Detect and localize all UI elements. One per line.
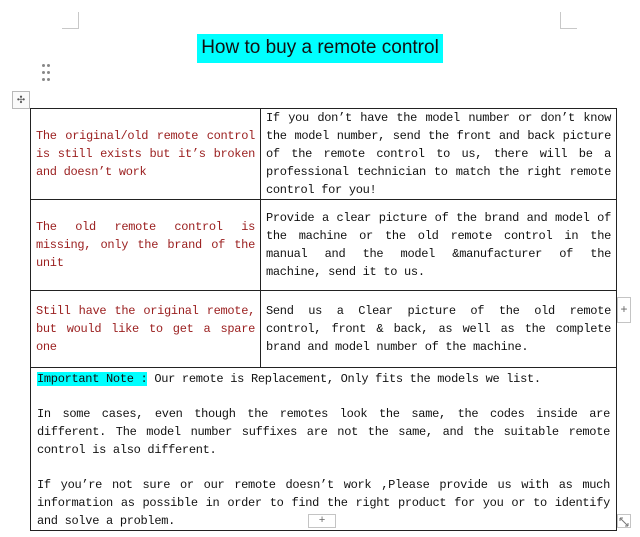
table-cell-instruction[interactable]: Provide a clear picture of the brand and model of the machine or the old remote control in the manual and the model &manufacturer of the machine, send it to us. — [261, 200, 617, 291]
note-cell[interactable] — [31, 368, 617, 531]
remote-guide-table — [30, 108, 617, 531]
important-note-label: Important Note : — [37, 372, 148, 386]
table-cell-situation[interactable]: The original/old remote control is still exists but it’s broken and doesn’t work — [31, 109, 261, 200]
note-paragraph: In some cases, even though the remotes look the same, the codes inside are different. The model number suffixes are not the same, and the suitable remote control is also different. — [37, 407, 610, 457]
page-corner-top-right — [560, 12, 577, 29]
drag-handle-icon[interactable] — [42, 64, 52, 82]
table-cell-instruction[interactable]: If you don’t have the model number or don’t know the model number, send the front and back picture of the remote control to us, there will be a professional technician to match the right remote control for you! — [261, 109, 617, 200]
table-row — [31, 291, 617, 368]
table-move-handle-icon[interactable]: ✣ — [12, 91, 30, 109]
title-line — [0, 34, 640, 63]
document-title[interactable]: How to buy a remote control — [197, 34, 443, 63]
table-cell-instruction[interactable]: Send us a Clear picture of the old remote control, front & back, as well as the complete brand and model number of the machine. — [261, 291, 617, 368]
page-corner-top-left — [62, 12, 79, 29]
add-column-button[interactable]: + — [617, 297, 631, 323]
note-line — [37, 370, 610, 388]
note-paragraph: If you’re not sure or our remote doesn’t work ,Please provide us with as much information as possible in order to find the right product for you or to identify and solve a problem. — [37, 478, 610, 528]
table-cell-situation[interactable]: The old remote control is missing, only the brand of the unit — [31, 200, 261, 291]
table-row — [31, 368, 617, 531]
add-row-button[interactable]: + — [308, 514, 336, 528]
note-text: Our remote is Replacement, Only fits the models we list. — [147, 372, 541, 386]
table-row — [31, 109, 617, 200]
table-resize-handle-icon[interactable] — [617, 514, 631, 528]
table-cell-situation[interactable]: Still have the original remote, but would like to get a spare one — [31, 291, 261, 368]
table-row — [31, 200, 617, 291]
